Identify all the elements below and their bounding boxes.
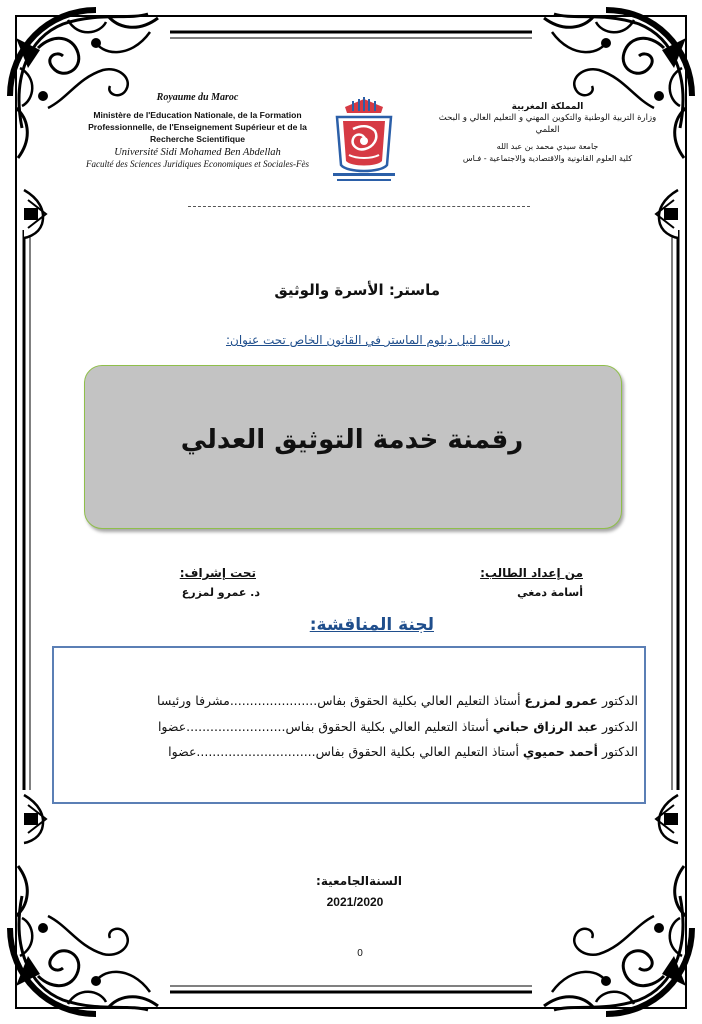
fr-university: Université Sidi Mohamed Ben Abdellah (114, 147, 281, 158)
jury-dots: ...................... (229, 693, 318, 708)
ar-university: جامعة سيدي محمد بن عبد الله (496, 142, 599, 151)
jury-role: عضوا (157, 719, 187, 734)
jury-dots: .............................. (196, 744, 316, 759)
jury-name: عمرو لمزرع (524, 693, 598, 708)
supervisor-name: د. عمرو لمزرع (181, 586, 260, 599)
thesis-title: رقمنة خدمة التوثيق العدلي (180, 425, 524, 455)
jury-role: مشرفا ورئيسا (157, 693, 230, 708)
jury-prefix: الدكتور (601, 719, 638, 734)
student-name: أسامة دمغي (517, 586, 583, 599)
jury-member (62, 744, 638, 759)
university-seal-icon (323, 95, 405, 185)
jury-member (62, 719, 638, 734)
jury-dots: ......................... (186, 719, 286, 734)
master-program: ماستر: الأسرة والوثيق (274, 281, 440, 299)
fr-ministry: Ministère de l'Education Nationale, de la Formation Professionnelle, de l'Enseignement Supérieur et de la Recherche Scientifique (88, 110, 307, 144)
jury-prefix: الدكتور (601, 744, 638, 759)
student-label: من إعداد الطالب: (480, 566, 583, 580)
fr-kingdom: Royaume du Maroc (156, 92, 239, 103)
header-french (70, 92, 325, 169)
jury-desc: أستاذ التعليم العالي بكلية الحقوق بفاس (285, 719, 489, 734)
fr-faculty: Faculté des Sciences Juridiques Economiques et Sociales-Fès (86, 159, 309, 169)
supervisor-label: تحت إشراف: (179, 566, 256, 580)
jury-title: لجنة المناقشة: (309, 615, 434, 635)
header-arabic (435, 102, 660, 163)
jury-name: عبد الرزاق حباني (492, 719, 598, 734)
ar-faculty: كلية العلوم القانونية والاقتصادية والاجتماعية - فـاس (462, 154, 633, 163)
ar-kingdom: المملكة المغربية (511, 102, 584, 112)
header-separator (188, 206, 530, 207)
jury-prefix: الدكتور (601, 693, 638, 708)
academic-year-label: السنةالجامعية: (316, 874, 402, 888)
jury-desc: أستاذ التعليم العالي بكلية الحقوق بفاس (317, 693, 521, 708)
jury-role: عضوا (168, 744, 197, 759)
ar-ministry: وزارة التربية الوطنية والتكوين المهني و التعليم العالي و البحث العلمي (438, 113, 657, 135)
jury-name: أحمد حميوي (522, 744, 598, 759)
page-number: 0 (357, 948, 363, 959)
jury-member (62, 693, 638, 708)
jury-desc: أستاذ التعليم العالي بكلية الحقوق بفاس (315, 744, 519, 759)
academic-year: 2021/2020 (326, 895, 384, 909)
thesis-subtitle: رسالة لنيل دبلوم الماستر في القانون الخاص تحت عنوان: (225, 333, 510, 347)
